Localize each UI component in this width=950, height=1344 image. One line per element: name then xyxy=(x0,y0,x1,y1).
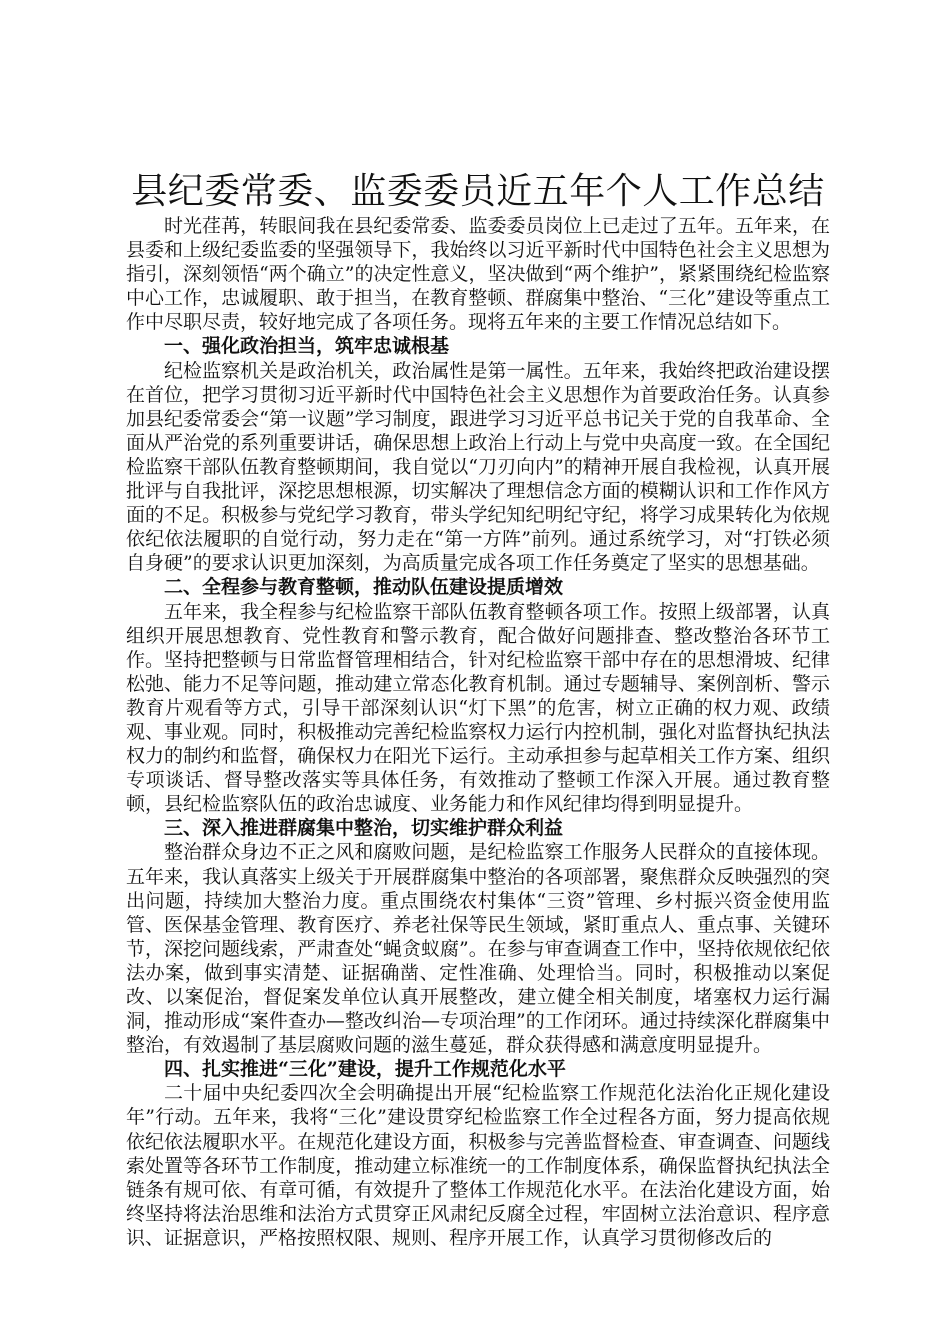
section-1-heading: 一、强化政治担当，筑牢忠诚根基 xyxy=(164,335,450,358)
intro-paragraph: 时光荏苒，转眼间我在县纪委常委、监委委员岗位上已走过了五年。五年来，在县委和上级纪委监委的坚强领导下，我始终以习近平新时代中国特色社会主义思想为指引，深刻领悟“两个确立”的决定性意义，坚决做到“两个维护”，紧紧围绕纪检监察中心工作，忠诚履职、敢于担当，在教育整顿、群腐集中整治、“三化”建设等重点工作中尽职尽责，较好地完成了各项任务。现将五年来的主要工作情况总结如下。 xyxy=(126,215,830,334)
section-3-body: 整治群众身边不正之风和腐败问题，是纪检监察工作服务人民群众的直接体现。五年来，我认真落实上级关于开展群腐集中整治的各项部署，聚焦群众反映强烈的突出问题，持续加大整治力度。重点围绕农村集体“三资”管理、乡村振兴资金使用监管、医保基金管理、教育医疗、养老社保等民生领域，紧盯重点人、重点事、关键环节，深挖问题线索，严肃查处“蝇贪蚁腐”。在参与审查调查工作中，坚持依规依纪依法办案，做到事实清楚、证据确凿、定性准确、处理恰当。同时，积极推动以案促改、以案促治，督促案发单位认真开展整改，建立健全相关制度，堵塞权力运行漏洞，推动形成“案件查办—整改纠治—专项治理”的工作闭环。通过持续深化群腐集中整治，有效遏制了基层腐败问题的滋生蔓延，群众获得感和满意度明显提升。 xyxy=(126,841,830,1057)
document-page xyxy=(126,170,830,1250)
section-1-body: 纪检监察机关是政治机关，政治属性是第一属性。五年来，我始终把政治建设摆在首位，把学习贯彻习近平新时代中国特色社会主义思想作为首要政治任务。认真参加县纪委常委会“第一议题”学习制度，跟进学习习近平总书记关于党的自我革命、全面从严治党的系列重要讲话，确保思想上政治上行动上与党中央高度一致。在全国纪检监察干部队伍教育整顿期间，我自觉以“刀刃向内”的精神开展自我检视，认真开展批评与自我批评，深挖思想根源，切实解决了理想信念方面的模糊认识和工作作风方面的不足。积极参与党纪学习教育，带头学纪知纪明纪守纪，将学习成果转化为依规依纪依法履职的自觉行动，努力走在“第一方阵”前列。通过系统学习，对“打铁必须自身硬”的要求认识更加深刻，为高质量完成各项工作任务奠定了坚实的思想基础。 xyxy=(126,359,830,575)
section-2-body: 五年来，我全程参与纪检监察干部队伍教育整顿各项工作。按照上级部署，认真组织开展思想教育、党性教育和警示教育，配合做好问题排查、整改整治各环节工作。坚持把整顿与日常监督管理相结合，针对纪检监察干部中存在的思想滑坡、纪律松弛、能力不足等问题，推动建立常态化教育机制。通过专题辅导、案例剖析、警示教育片观看等方式，引导干部深刻认识“灯下黑”的危害，树立正确的权力观、政绩观、事业观。同时，积极推动完善纪检监察权力运行内控机制，强化对监督执纪执法权力的制约和监督，确保权力在阳光下运行。主动承担参与起草相关工作方案、组织专项谈话、督导整改落实等具体任务，有效推动了整顿工作深入开展。通过教育整顿，县纪检监察队伍的政治忠诚度、业务能力和作风纪律均得到明显提升。 xyxy=(126,600,830,816)
section-4-body: 二十届中央纪委四次全会明确提出开展“纪检监察工作规范化法治化正规化建设年”行动。五年来，我将“三化”建设贯穿纪检监察工作全过程各方面，努力提高依规依纪依法履职水平。在规范化建设方面，积极参与完善监督检查、审查调查、问题线索处置等各环节工作制度，推动建立标准统一的工作制度体系，确保监督执纪执法全链条有规可依、有章可循，有效提升了整体工作规范化水平。在法治化建设方面，始终坚持将法治思维和法治方式贯穿正风肃纪反腐全过程，牢固树立法治意识、程序意识、证据意识，严格按照权限、规则、程序开展工作，认真学习贯彻修改后的 xyxy=(126,1082,830,1249)
section-4-heading: 四、扎实推进“三化”建设，提升工作规范化水平 xyxy=(164,1058,566,1081)
section-2-heading: 二、全程参与教育整顿，推动队伍建设提质增效 xyxy=(164,576,564,599)
document-title: 县纪委常委、监委委员近五年个人工作总结 xyxy=(131,171,825,212)
section-3-heading: 三、深入推进群腐集中整治，切实维护群众利益 xyxy=(164,817,564,840)
